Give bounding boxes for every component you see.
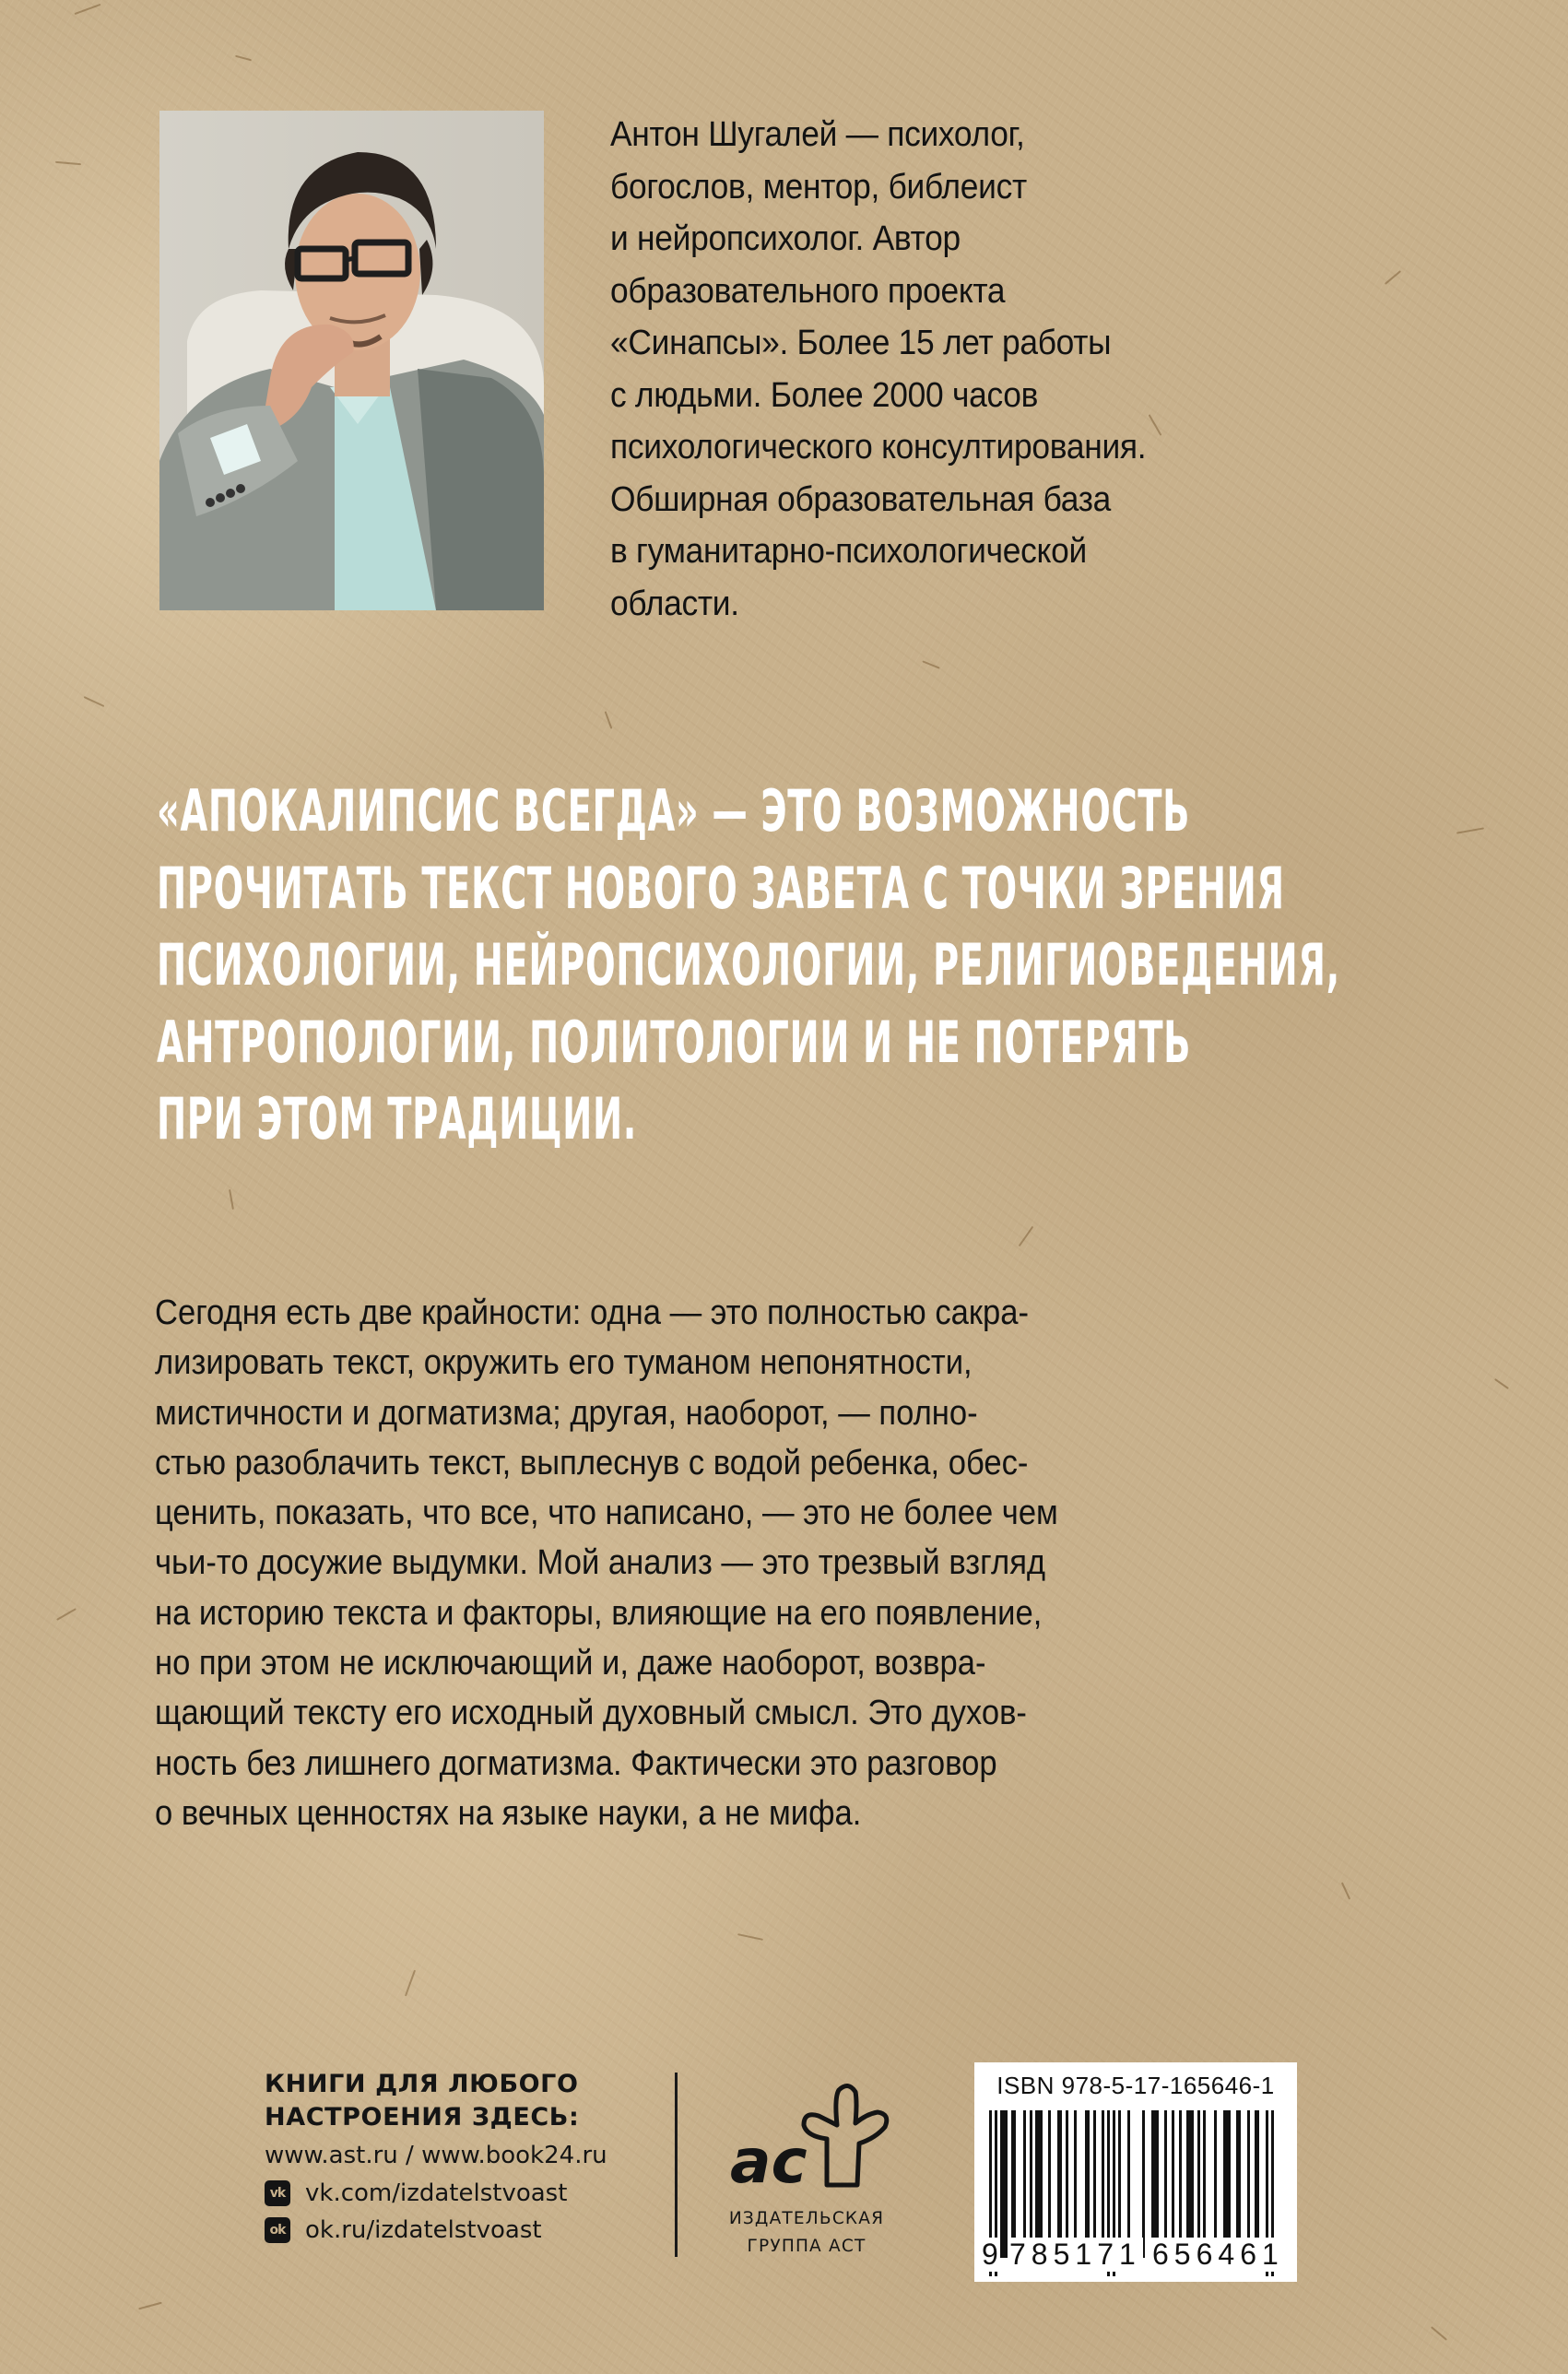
vk-icon: vk (265, 2180, 290, 2206)
publisher-caption-line: ГРУППА АСТ (747, 2237, 867, 2256)
bio-line: области. (610, 584, 739, 623)
description-line: стью разоблачить текст, выплеснув с водой ребенка, обес- (155, 1443, 1029, 1482)
bio-line: с людьми. Более 2000 часов (610, 375, 1039, 415)
barcode-digit-first: 9 (982, 2238, 998, 2271)
footer-links (265, 2068, 670, 2249)
headline-quote (157, 773, 1447, 1158)
description-line: о вечных ценностях на языке науки, а не мифа. (155, 1793, 862, 1833)
social-link-ok[interactable] (265, 2212, 670, 2249)
footer-heading-line: НАСТРОЕНИЯ ЗДЕСЬ: (265, 2103, 580, 2132)
headline-line: АНТРОПОЛОГИИ, ПОЛИТОЛОГИИ И НЕ ПОТЕРЯТЬ (157, 1008, 1192, 1076)
description-line: лизировать текст, окружить его туманом непонятности, (155, 1343, 973, 1383)
website-links[interactable]: www.ast.ru / www.book24.ru (265, 2142, 607, 2169)
description-line: ценить, показать, что все, что написано, — это не более чем (155, 1494, 1058, 1533)
description-line: мистичности и догматизма; другая, наоборот, — полно- (155, 1393, 978, 1433)
headline-line: ПРИ ЭТОМ ТРАДИЦИИ. (157, 1085, 637, 1152)
ast-logo-icon (719, 2070, 922, 2208)
footer-heading (265, 2068, 670, 2134)
description-line: на историю текста и факторы, влияющие на его появление, (155, 1593, 1043, 1633)
isbn-label: ISBN 978-5-17-165646-1 (996, 2072, 1275, 2099)
social-link-vk[interactable] (265, 2175, 670, 2212)
author-photo (159, 111, 544, 610)
bio-line: психологического консултирования. (610, 428, 1147, 467)
bio-line: образовательного проекта (610, 271, 1006, 311)
description-line: щающий тексту его исходный духовный смысл. Это духов- (155, 1694, 1027, 1733)
description-line: но при этом не исключающий и, даже наоборот, возвра- (155, 1644, 986, 1683)
bio-line: Антон Шугалей — психолог, (610, 115, 1025, 154)
bio-line: и нейропсихолог. Автор (610, 219, 961, 258)
bio-line: богослов, ментор, библеист (610, 167, 1027, 207)
ok-icon: ok (265, 2217, 290, 2243)
barcode-digits-group1: 785171 (1009, 2238, 1141, 2271)
footer-heading-line: КНИГИ ДЛЯ ЛЮБОГО (265, 2070, 579, 2098)
isbn-barcode (974, 2062, 1297, 2282)
description-line: Сегодня есть две крайности: одна — это полностью сакра- (155, 1293, 1029, 1332)
description-line: чьи-то досужие выдумки. Мой анализ — это трезвый взгляд (155, 1543, 1046, 1583)
footer-divider (675, 2073, 678, 2257)
barcode-digits-group2: 656461 (1152, 2238, 1284, 2271)
ok-link-label: ok.ru/izdatelstvoast (305, 2216, 542, 2244)
publisher-caption (719, 2205, 894, 2261)
description-paragraph (155, 1288, 1445, 1838)
headline-line: ПСИХОЛОГИИ, НЕЙРОПСИХОЛОГИИ, РЕЛИГИОВЕДЕНИЯ, (157, 931, 1340, 998)
headline-line: «АПОКАЛИПСИС ВСЕГДА» — ЭТО ВОЗМОЖНОСТЬ (157, 777, 1191, 844)
bio-line: «Синапсы». Более 15 лет работы (610, 324, 1112, 362)
bio-line: Обширная образовательная база (610, 479, 1112, 519)
vk-link-label: vk.com/izdatelstvoast (305, 2179, 568, 2207)
barcode-digits (980, 2238, 1293, 2274)
author-portrait-illustration (159, 111, 544, 610)
headline-line: ПРОЧИТАТЬ ТЕКСТ НОВОГО ЗАВЕТА С ТОЧКИ ЗРЕНИЯ (157, 854, 1285, 922)
publisher-caption-line: ИЗДАТЕЛЬСКАЯ (728, 2209, 885, 2228)
description-line: ность без лишнего догматизма. Фактически это разговор (155, 1743, 997, 1783)
svg-text:ac: ac (730, 2126, 808, 2197)
bio-line: в гуманитарно-психологической (610, 532, 1087, 571)
author-bio (610, 109, 1440, 630)
